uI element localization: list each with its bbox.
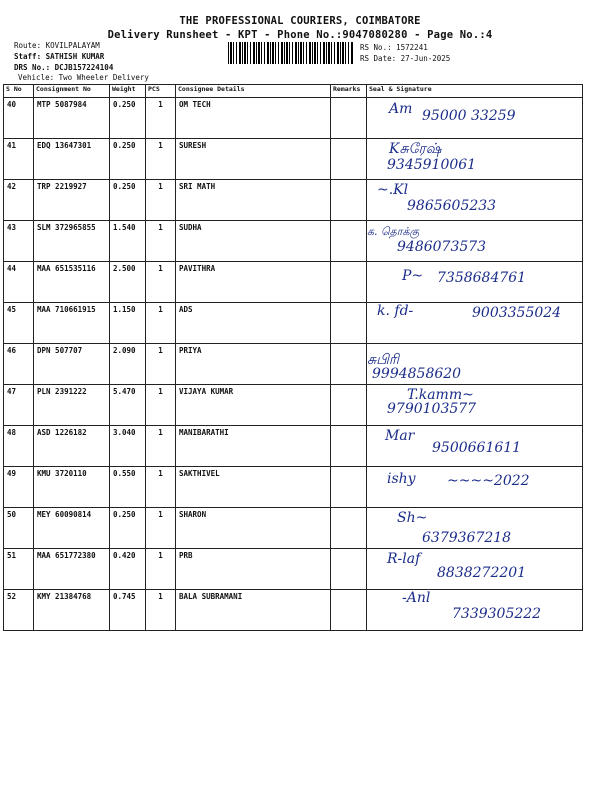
row-weight: 0.250 (113, 182, 136, 191)
row-sno: 51 (7, 551, 17, 560)
handwritten-phone-number: 7339305222 (452, 606, 542, 622)
table-row (4, 549, 583, 590)
row-remarks (331, 303, 367, 344)
handwritten-phone-number: 9345910061 (387, 157, 477, 173)
row-signature (367, 549, 583, 590)
handwritten-signature: T.kamm~ (407, 387, 474, 403)
row-consignment-no: MAA 651772380 (37, 551, 96, 560)
col-header-weight: Weight (110, 85, 146, 98)
table-row (4, 303, 583, 344)
row-pcs: 1 (158, 387, 163, 396)
row-weight: 3.040 (113, 428, 136, 437)
handwritten-phone-number: 9486073573 (397, 239, 487, 255)
row-pcs: 1 (158, 223, 163, 232)
table-row (4, 139, 583, 180)
row-remarks (331, 590, 367, 631)
runsheet-subtitle: Delivery Runsheet - KPT - Phone No.:9047080280 - Page No.:4 (107, 29, 493, 41)
handwritten-signature: -Anl (402, 590, 431, 606)
row-remarks (331, 426, 367, 467)
row-weight: 0.250 (113, 100, 136, 109)
row-remarks (331, 385, 367, 426)
row-weight: 0.420 (113, 551, 136, 560)
row-pcs: 1 (158, 264, 163, 273)
runsheet-table (3, 84, 583, 631)
row-signature (367, 98, 583, 139)
table-row (4, 262, 583, 303)
handwritten-signature: Am (389, 101, 413, 117)
handwritten-signature: சுபிரி (367, 352, 399, 368)
row-pcs: 1 (158, 551, 163, 560)
handwritten-phone-number: 6379367218 (422, 530, 512, 546)
row-consignee: ADS (179, 305, 193, 314)
row-signature (367, 590, 583, 631)
row-consignment-no: MTP 5087984 (37, 100, 87, 109)
row-consignee: SURESH (179, 141, 207, 150)
row-remarks (331, 139, 367, 180)
row-pcs: 1 (158, 469, 163, 478)
route-text: Route: KOVILPALAYAM (14, 41, 100, 50)
handwritten-phone-number: 9994858620 (372, 366, 462, 382)
row-pcs: 1 (158, 305, 163, 314)
handwritten-signature: Kசுரேஷ் (389, 141, 442, 157)
row-consignment-no: KMU 3720110 (37, 469, 87, 478)
row-weight: 2.500 (113, 264, 136, 273)
row-consignee: VIJAYA KUMAR (179, 387, 234, 396)
row-remarks (331, 467, 367, 508)
row-sno: 49 (7, 469, 17, 478)
row-remarks (331, 98, 367, 139)
row-signature (367, 262, 583, 303)
table-row (4, 426, 583, 467)
staff-text: Staff: SATHISH KUMAR (14, 52, 105, 61)
handwritten-signature: ishy (387, 471, 416, 487)
row-consignee: SHARON (179, 510, 207, 519)
table-row (4, 467, 583, 508)
row-sno: 52 (7, 592, 17, 601)
row-sno: 42 (7, 182, 17, 191)
row-remarks (331, 344, 367, 385)
barcode-image (228, 42, 354, 64)
handwritten-phone-number: ~~~~2022 (447, 473, 530, 489)
table-row (4, 590, 583, 631)
company-title: THE PROFESSIONAL COURIERS, COIMBATORE (179, 15, 421, 27)
row-remarks (331, 508, 367, 549)
row-remarks (331, 221, 367, 262)
table-row (4, 221, 583, 262)
row-sno: 43 (7, 223, 17, 232)
row-consignment-no: SLM 372965855 (37, 223, 96, 232)
row-consignment-no: ASD 1226182 (37, 428, 87, 437)
rs-date: RS Date: 27-Jun-2025 (360, 54, 451, 63)
row-weight: 0.250 (113, 141, 136, 150)
row-sno: 50 (7, 510, 17, 519)
row-sno: 45 (7, 305, 17, 314)
table-row (4, 344, 583, 385)
row-remarks (331, 549, 367, 590)
handwritten-phone-number: 9500661611 (432, 440, 522, 456)
handwritten-phone-number: 7358684761 (437, 270, 527, 286)
handwritten-signature: க. தொக்கு (367, 225, 420, 238)
row-sno: 47 (7, 387, 17, 396)
row-consignment-no: PLN 2391222 (37, 387, 87, 396)
row-consignee: MANIBARATHI (179, 428, 229, 437)
row-consignment-no: MAA 710661915 (37, 305, 96, 314)
row-signature (367, 221, 583, 262)
handwritten-signature: k. fd- (377, 303, 414, 319)
handwritten-signature: P~ (402, 268, 424, 284)
row-pcs: 1 (158, 141, 163, 150)
handwritten-phone-number: 95000 33259 (422, 108, 516, 124)
drs-number: DRS No.: DCJB157224104 (14, 63, 114, 72)
row-consignment-no: KMY 21384768 (37, 592, 92, 601)
rs-number: RS No.: 1572241 (360, 43, 428, 52)
row-pcs: 1 (158, 592, 163, 601)
row-consignee: SAKTHIVEL (179, 469, 220, 478)
row-consignee: SUDHA (179, 223, 202, 232)
table-row (4, 98, 583, 139)
row-signature (367, 426, 583, 467)
handwritten-signature: Mar (385, 428, 415, 444)
row-signature (367, 344, 583, 385)
row-weight: 0.550 (113, 469, 136, 478)
row-consignee: PAVITHRA (179, 264, 216, 273)
row-consignment-no: EDQ 13647301 (37, 141, 92, 150)
row-signature (367, 139, 583, 180)
row-signature (367, 385, 583, 426)
row-consignee: OM TECH (179, 100, 211, 109)
table-row (4, 180, 583, 221)
col-header-consignment: Consignment No (34, 85, 110, 98)
col-header-pcs: PCS (146, 85, 176, 98)
row-sno: 48 (7, 428, 17, 437)
row-weight: 0.250 (113, 510, 136, 519)
row-sno: 40 (7, 100, 17, 109)
handwritten-phone-number: 8838272201 (437, 565, 527, 581)
row-consignment-no: TRP 2219927 (37, 182, 87, 191)
row-consignment-no: MAA 651535116 (37, 264, 96, 273)
handwritten-phone-number: 9790103577 (387, 401, 477, 417)
row-remarks (331, 262, 367, 303)
row-pcs: 1 (158, 510, 163, 519)
table-header-row (4, 85, 583, 98)
handwritten-signature: Sh~ (397, 510, 428, 526)
row-consignee: SRI MATH (179, 182, 216, 191)
row-consignee: BALA SUBRAMANI (179, 592, 243, 601)
row-consignment-no: MEY 60090814 (37, 510, 92, 519)
row-weight: 1.150 (113, 305, 136, 314)
row-consignment-no: DPN 507707 (37, 346, 83, 355)
row-sno: 44 (7, 264, 17, 273)
handwritten-phone-number: 9865605233 (407, 198, 497, 214)
row-pcs: 1 (158, 346, 163, 355)
row-signature (367, 303, 583, 344)
col-header-signature: Seal & Signature (367, 85, 583, 98)
row-signature (367, 180, 583, 221)
row-consignee: PRB (179, 551, 193, 560)
col-header-consignee: Consignee Details (176, 85, 331, 98)
row-signature (367, 467, 583, 508)
row-weight: 5.470 (113, 387, 136, 396)
vehicle-text: Vehicle: Two Wheeler Delivery (18, 73, 149, 82)
row-weight: 2.090 (113, 346, 136, 355)
row-sno: 46 (7, 346, 17, 355)
col-header-sno: S No (4, 85, 34, 98)
table-row (4, 508, 583, 549)
handwritten-signature: R-laf (387, 551, 421, 567)
col-header-remarks: Remarks (331, 85, 367, 98)
row-consignee: PRIYA (179, 346, 202, 355)
row-sno: 41 (7, 141, 17, 150)
row-pcs: 1 (158, 428, 163, 437)
handwritten-phone-number: 9003355024 (472, 305, 562, 321)
row-signature (367, 508, 583, 549)
row-pcs: 1 (158, 100, 163, 109)
row-pcs: 1 (158, 182, 163, 191)
row-weight: 1.540 (113, 223, 136, 232)
row-remarks (331, 180, 367, 221)
row-weight: 0.745 (113, 592, 136, 601)
handwritten-signature: ~.Kl (377, 182, 409, 198)
table-row (4, 385, 583, 426)
